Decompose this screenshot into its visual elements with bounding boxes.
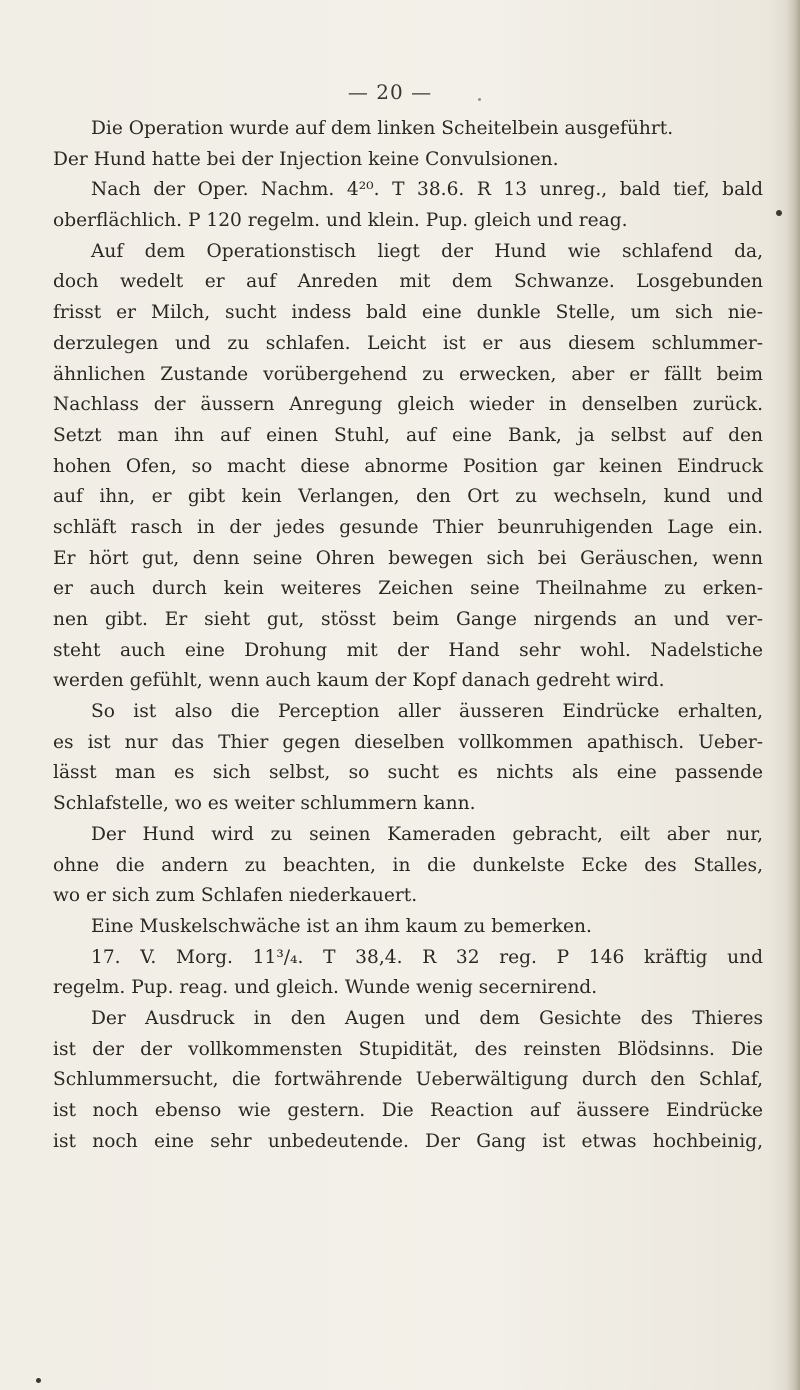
page-edge-shadow [786,0,800,1390]
text-line: derzulegen und zu schlafen. Leicht ist er aus diesem schlummer- [53,332,763,354]
text-line: lässt man es sich selbst, so sucht es nichts als eine passende [53,762,763,784]
text-line: es ist nur das Thier gegen dieselben vollkommen apathisch. Ueber- [53,731,763,753]
body-text [53,114,763,1157]
text-line: regelm. Pup. reag. und gleich. Wunde wenig secernirend. [53,977,598,999]
text-line: Er hört gut, denn seine Ohren bewegen sich bei Geräuschen, wenn [53,547,763,569]
text-line: ist noch eine sehr unbedeutende. Der Gang ist etwas hochbeinig, [53,1130,763,1152]
text-line: ohne die andern zu beachten, in die dunkelste Ecke des Stalles, [53,854,763,876]
text-line: werden gefühlt, wenn auch kaum der Kopf danach gedreht wird. [53,670,665,692]
text-line: Der Hund hatte bei der Injection keine Convulsionen. [53,148,559,170]
text-line: Nach der Oper. Nachm. 4²⁰. T 38.6. R 13 unreg., bald tief, bald [91,179,763,201]
text-line: ist noch ebenso wie gestern. Die Reaction auf äussere Eindrücke [53,1100,763,1121]
text-line: ähnlichen Zustande vorübergehend zu erwecken, aber er fällt beim [53,363,763,385]
text-line: steht auch eine Drohung mit der Hand sehr wohl. Nadelstiche [53,639,763,661]
text-line: schläft rasch in der jedes gesunde Thier beunruhigenden Lage ein. [53,516,763,538]
text-line: oberflächlich. P 120 regelm. und klein. Pup. gleich und reag. [53,210,628,232]
text-line: Schlafstelle, wo es weiter schlummern kann. [53,793,476,815]
page-number: — 20 — [347,80,433,104]
text-line: doch wedelt er auf Anreden mit dem Schwanze. Losgebunden [53,271,763,293]
text-line: ist der der vollkommensten Stupidität, des reinsten Blödsinns. Die [53,1038,763,1060]
ink-speck [36,1378,41,1383]
text-line: frisst er Milch, sucht indess bald eine dunkle Stelle, um sich nie- [53,302,763,324]
text-line: Setzt man ihn auf einen Stuhl, auf eine Bank, ja selbst auf den [53,424,763,446]
text-line: 17. V. Morg. 11³/₄. T 38,4. R 32 reg. P 146 kräftig und [91,946,763,968]
text-line: Schlummersucht, die fortwährende Ueberwältigung durch den Schlaf, [53,1069,763,1091]
text-line: nen gibt. Er sieht gut, stösst beim Gange nirgends an und ver- [53,609,763,630]
text-line: Nachlass der äussern Anregung gleich wieder in denselben zurück. [53,394,763,416]
text-line: So ist also die Perception aller äusseren Eindrücke erhalten, [91,701,763,723]
text-line: Eine Muskelschwäche ist an ihm kaum zu bemerken. [91,915,592,937]
text-line: wo er sich zum Schlafen niederkauert. [53,885,418,907]
ink-speck [478,98,481,101]
text-line: er auch durch kein weiteres Zeichen seine Theilnahme zu erken- [53,578,763,600]
text-line: Auf dem Operationstisch liegt der Hund wie schlafend da, [91,240,763,262]
text-line: auf ihn, er gibt kein Verlangen, den Ort zu wechseln, kund und [53,486,763,508]
text-line: Der Hund wird zu seinen Kameraden gebracht, eilt aber nur, [91,823,763,845]
ink-speck [776,210,782,216]
text-line: Der Ausdruck in den Augen und dem Gesichte des Thieres [91,1007,763,1029]
text-line: hohen Ofen, so macht diese abnorme Position gar keinen Eindruck [53,455,763,477]
text-line: Die Operation wurde auf dem linken Scheitelbein ausgeführt. [91,118,674,139]
